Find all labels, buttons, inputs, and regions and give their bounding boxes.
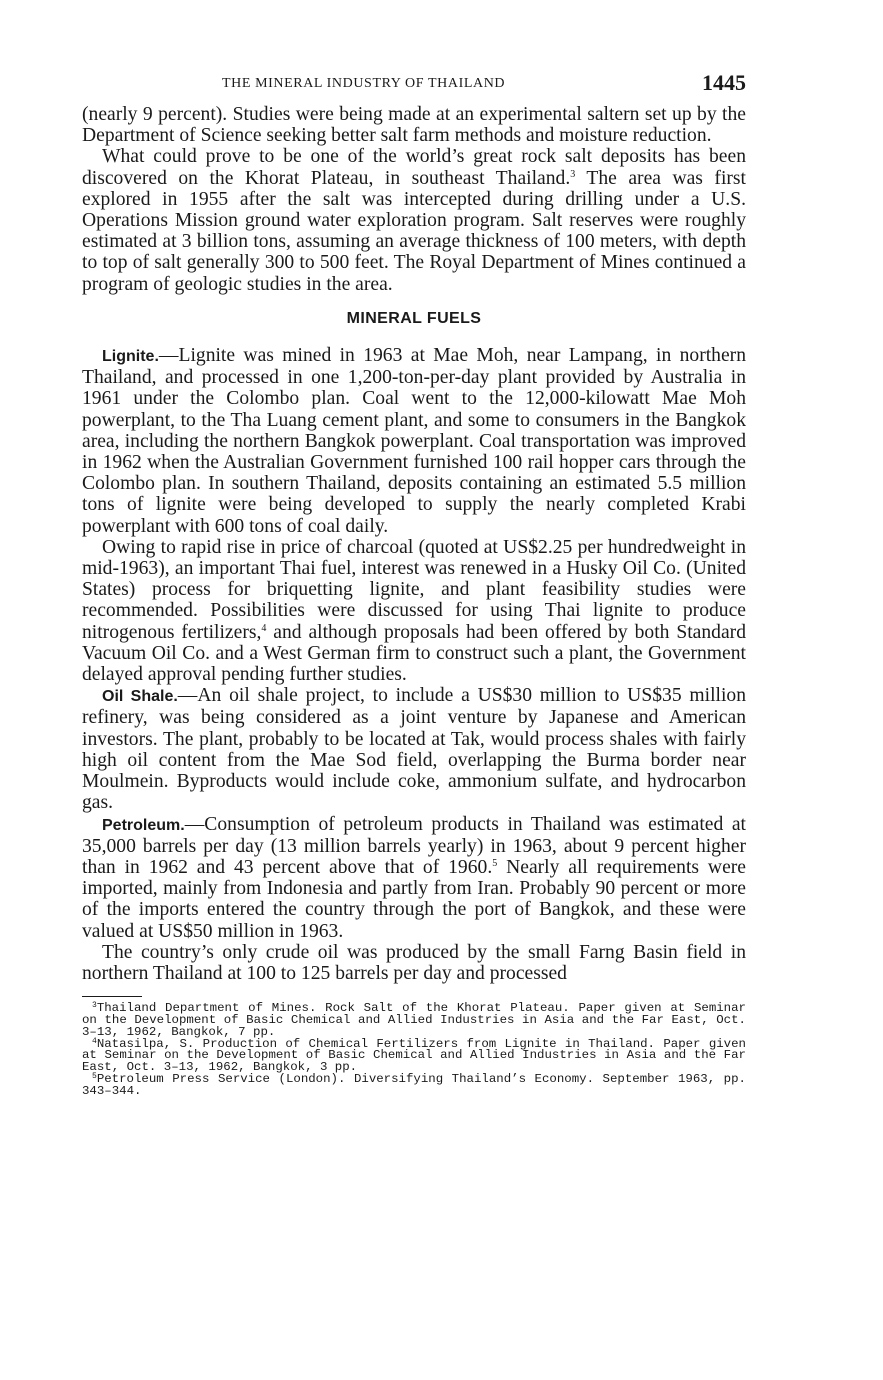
footnote-mark: 4 [92, 1036, 97, 1046]
paragraph-text: —Lignite was mined in 1963 at Mae Moh, near Lampang, in northern Thailand, and processed in one 1,200-ton-per-day plant provided by Australia in 1961 under the Colombo plan. Coal went to the 12,000-kilowatt Mae Moh powerplant, to the Tha Luang cement plant, and some to consumers in the Bangkok area, including the northern Bangkok powerplant. Coal transportation was improved in 1962 when the Australian Government furnished 100 rail hopper cars through the Colombo plan. In southern Thailand, deposits containing an estimated 5.5 million tons of lignite were being developed to supply the nearly completed Krabi powerplant with 600 tons of coal daily. [82, 345, 746, 537]
footnote-reference: 4 [261, 622, 267, 634]
paragraph-salt-continued [82, 104, 746, 146]
paragraph-text: —An oil shale project, to include a US$30 million to US$35 million refinery, was being considered as a joint venture by Japanese and American investors. The plant, probably to be located at Tak, would process shales with fairly high oil content from the Mae Sod field, overlapping the Burma border near Moulmein. Byproducts would include coke, ammonium sulfate, and hydrocarbon gas. [82, 685, 747, 814]
paragraph-text: The country’s only crude oil was produced by the small Farng Basin field in northern Thailand at 100 to 125 barrels per day and processed [82, 941, 746, 984]
paragraph-text: Nearly all requirements were imported, mainly from Indonesia and partly from Iran. Probably 90 percent or more of the imports entered the country through the port of Bangkok, and these were valued at US$50 million in 1963. [82, 856, 746, 942]
footnote-mark: 3 [92, 1001, 97, 1011]
footnote-mark: 5 [92, 1071, 97, 1081]
body-text [82, 104, 746, 984]
running-header [82, 70, 746, 104]
paragraph-lignite [82, 345, 746, 537]
footnote-divider [82, 996, 142, 997]
footnote-text: Petroleum Press Service (London). Diversifying Thailand’s Economy. September 1963, pp. 343–344. [82, 1071, 746, 1098]
footnote-reference: 3 [570, 168, 576, 180]
run-in-heading-oil-shale: Oil Shale. [102, 688, 178, 706]
paragraph-text: The area was first explored in 1955 after the salt was intercepted during drilling under a U.S. Operations Mission ground water exploration program. Salt reserves were roughly estimated at 3 billion tons, assuming an average thickness of 100 meters, with depth to top of salt generally 300 to 500 feet. The Royal Department of Mines continued a program of geologic studies in the area. [82, 167, 746, 295]
paragraph-text: (nearly 9 percent). Studies were being made at an experimental saltern set up by the Department of Science seeking better salt farm methods and moisture reduction. [82, 104, 746, 147]
footnote [82, 1071, 746, 1098]
paragraph-crude-oil [82, 942, 746, 984]
paragraph-text: Owing to rapid rise in price of charcoal (quoted at US$2.25 per hundredweight in mid-1963), an important Thai fuel, interest was renewed in a Husky Oil Co. (United States) process for briquetting lignite, and plant feasibility studies were recommended. Possibilities were discussed for using Thai lignite to produce nitrogenous fertilizers, [82, 536, 746, 643]
page-number: 1445 [702, 70, 746, 95]
footnote [82, 1003, 746, 1038]
running-title: THE MINERAL INDUSTRY OF THAILAND [222, 76, 506, 91]
paragraph-text: —Consumption of petroleum products in Thailand was estimated at 35,000 barrels per day (13 million barrels yearly) in 1963, about 9 percent higher than in 1962 and 43 percent above that of 1960. [82, 813, 746, 878]
paragraph-petroleum [82, 814, 746, 942]
document-page [82, 70, 746, 1098]
paragraph-oil-shale [82, 685, 746, 813]
paragraph-text: What could prove to be one of the world’s great rock salt deposits has been discovered on the Khorat Plateau, in southeast Thailand. [82, 146, 746, 189]
footnote [82, 1036, 746, 1075]
footnote-reference: 5 [492, 857, 498, 869]
run-in-heading-lignite: Lignite. [102, 348, 159, 366]
footnotes [82, 1003, 746, 1097]
paragraph-charcoal [82, 537, 746, 685]
footnote-text: Thailand Department of Mines. Rock Salt of the Khorat Plateau. Paper given at Seminar on the Development of Basic Chemical and Allied Industries in Asia and the Far East, Oct. 3–13, 1962, Bangkok, 7 pp. [82, 1001, 746, 1039]
run-in-heading-petroleum: Petroleum. [102, 816, 185, 834]
paragraph-text: and although proposals had been offered by both Standard Vacuum Oil Co. and a West German firm to construct such a plant, the Government delayed approval pending further studies. [82, 621, 746, 686]
footnote-text: Natasilpa, S. Production of Chemical Fertilizers from Lignite in Thailand. Paper given at Seminar on the Development of Basic Chemical and Allied Industries in Asia and the Far East, Oct. 3–13, 1962, Bangkok, 3 pp. [82, 1036, 746, 1075]
paragraph-rock-salt [82, 146, 746, 294]
section-heading: MINERAL FUELS [346, 309, 482, 327]
